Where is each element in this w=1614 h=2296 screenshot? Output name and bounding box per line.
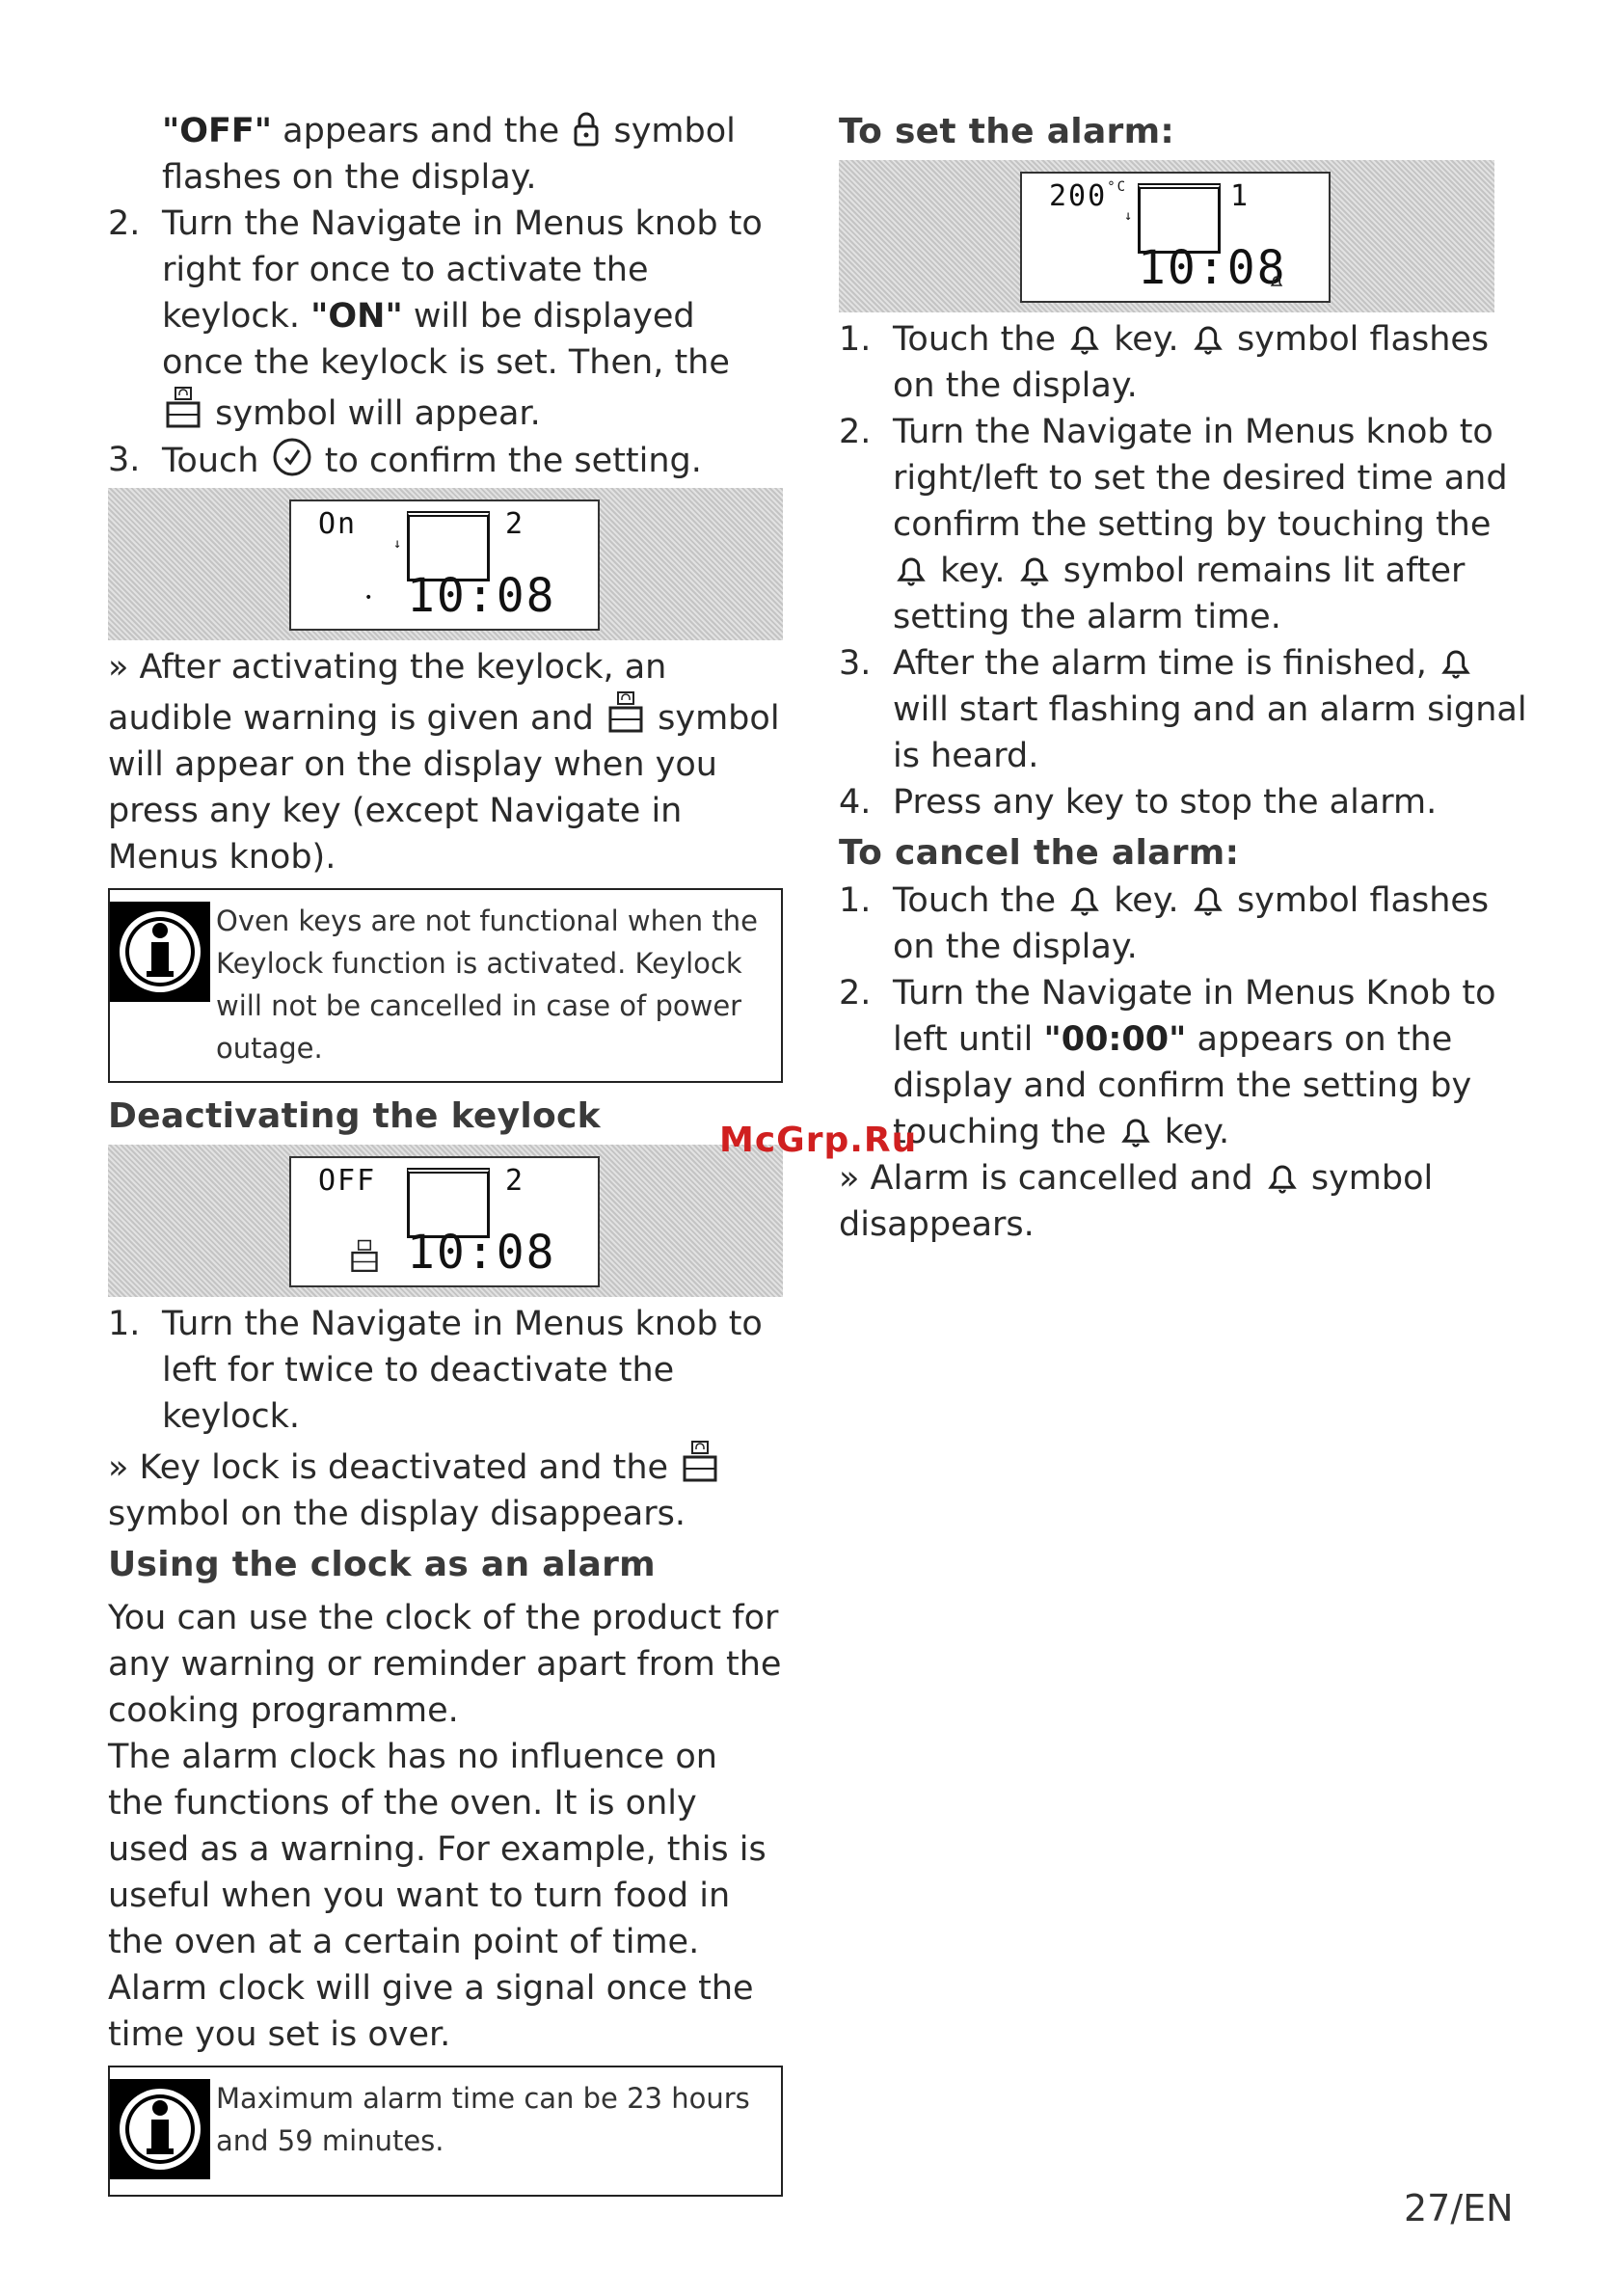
display-illustration-off bbox=[108, 1145, 783, 1297]
display-illustration-alarm bbox=[839, 160, 1494, 312]
cancel-result: » Alarm is cancelled and symbol disappears. bbox=[839, 1159, 1434, 1244]
list-item: 2. Turn the Navigate in Menus knob to right for once to activate the keylock. "ON" will be displayed once the keylock is set. Then, the symbol will appear. bbox=[108, 204, 763, 433]
bell-icon bbox=[1068, 882, 1101, 917]
list-item: 3. Touch to confirm the setting. bbox=[108, 437, 783, 484]
bell-icon bbox=[1119, 1114, 1152, 1148]
set-alarm-steps bbox=[839, 316, 1533, 825]
keylock-result: » After activating the keylock, an audible warning is given and symbol will appear on the display when you press any key (except Navigate in Menus knob). bbox=[108, 648, 780, 877]
display-temperature: $200^{^\circ C}$ bbox=[1049, 179, 1128, 213]
bell-icon bbox=[1018, 553, 1051, 587]
list-item: 3. After the alarm time is finished, will start flashing and an alarm signal is heard. bbox=[839, 644, 1527, 775]
heater-icon: ↓ bbox=[1124, 208, 1133, 224]
keylock-icon bbox=[349, 1239, 380, 1274]
oven-display bbox=[289, 1156, 600, 1287]
info-icon bbox=[110, 890, 210, 1081]
keylock-icon bbox=[164, 386, 202, 430]
heading-deactivating: Deactivating the keylock bbox=[108, 1096, 601, 1136]
info-box-keylock bbox=[108, 888, 783, 1083]
list-item: 4. Press any key to stop the alarm. bbox=[839, 783, 1438, 822]
heading-set-alarm: To set the alarm: bbox=[839, 112, 1175, 151]
keylock-icon bbox=[606, 690, 645, 735]
left-column bbox=[108, 108, 783, 2206]
cancel-alarm-steps bbox=[839, 878, 1533, 1155]
info-icon bbox=[110, 2067, 210, 2195]
bell-icon bbox=[1269, 274, 1284, 289]
heater-icon: ↓ bbox=[393, 536, 402, 552]
oven-display bbox=[1020, 172, 1331, 303]
page-number: 27/EN bbox=[1404, 2187, 1514, 2229]
display-time: 10:08 bbox=[1138, 241, 1287, 295]
list-item: 2. Turn the Navigate in Menus knob to right/left to set the desired time and confirm the setting by touching the key. symbol remains lit after setting the alarm time. bbox=[839, 413, 1508, 636]
display-level: 2 bbox=[504, 1164, 523, 1198]
deactivate-steps bbox=[108, 1301, 783, 1440]
list-item: 2. Turn the Navigate in Menus Knob to left until "00:00" appears on the display and confirm the setting by touching the key. bbox=[839, 974, 1496, 1151]
bell-icon bbox=[1192, 882, 1224, 917]
list-item: 1. Touch the key. symbol flashes on the display. bbox=[839, 320, 1490, 405]
keylock-icon bbox=[681, 1440, 719, 1484]
display-mode: OFF bbox=[318, 1164, 377, 1198]
bell-icon bbox=[1192, 321, 1224, 356]
deactivate-result: » Key lock is deactivated and the symbol on the display disappears. bbox=[108, 1440, 783, 1537]
display-level: 1 bbox=[1229, 179, 1248, 213]
bell-icon bbox=[1068, 321, 1101, 356]
confirm-clock-icon bbox=[272, 437, 312, 477]
list-item: 1. Touch the key. symbol flashes on the display. bbox=[839, 881, 1490, 966]
display-time: 10:08 bbox=[407, 1226, 556, 1280]
bell-icon bbox=[1266, 1160, 1299, 1195]
right-column bbox=[839, 108, 1533, 1248]
display-mode: On bbox=[318, 507, 358, 541]
oven-display bbox=[289, 500, 600, 631]
heading-alarm-clock: Using the clock as an alarm bbox=[108, 1545, 656, 1584]
off-text: "OFF" bbox=[162, 112, 273, 150]
keylock-steps bbox=[108, 201, 783, 484]
alarm-paragraph: You can use the clock of the product for any warning or reminder apart from the cooking programme. bbox=[108, 1599, 782, 1730]
list-item: 1. Turn the Navigate in Menus knob to left for twice to deactivate the keylock. bbox=[108, 1305, 763, 1436]
keylock-off-paragraph: "OFF" appears and the symbol flashes on the display. bbox=[162, 112, 736, 197]
bell-icon bbox=[895, 553, 928, 587]
alarm-paragraph: The alarm clock has no influence on the functions of the oven. It is only used as a warning. For example, this is useful when you want to turn food in the oven at a certain point of time. Alarm clock will give a signal once the time you set is over. bbox=[108, 1738, 767, 2054]
heading-cancel-alarm: To cancel the alarm: bbox=[839, 833, 1240, 873]
info-text: Maximum alarm time can be 23 hours and 59 minutes. bbox=[216, 2082, 750, 2157]
info-box-alarm bbox=[108, 2066, 783, 2197]
display-time: 10:08 bbox=[407, 569, 556, 623]
bell-icon bbox=[1439, 645, 1472, 680]
dot-icon: • bbox=[364, 590, 373, 606]
padlock-icon bbox=[572, 111, 601, 148]
watermark: McGrp.Ru bbox=[719, 1121, 918, 1160]
display-illustration-on bbox=[108, 488, 783, 640]
info-text: Oven keys are not functional when the Keylock function is activated. Keylock will not be cancelled in case of power outage. bbox=[216, 905, 758, 1065]
display-level: 2 bbox=[504, 507, 523, 541]
